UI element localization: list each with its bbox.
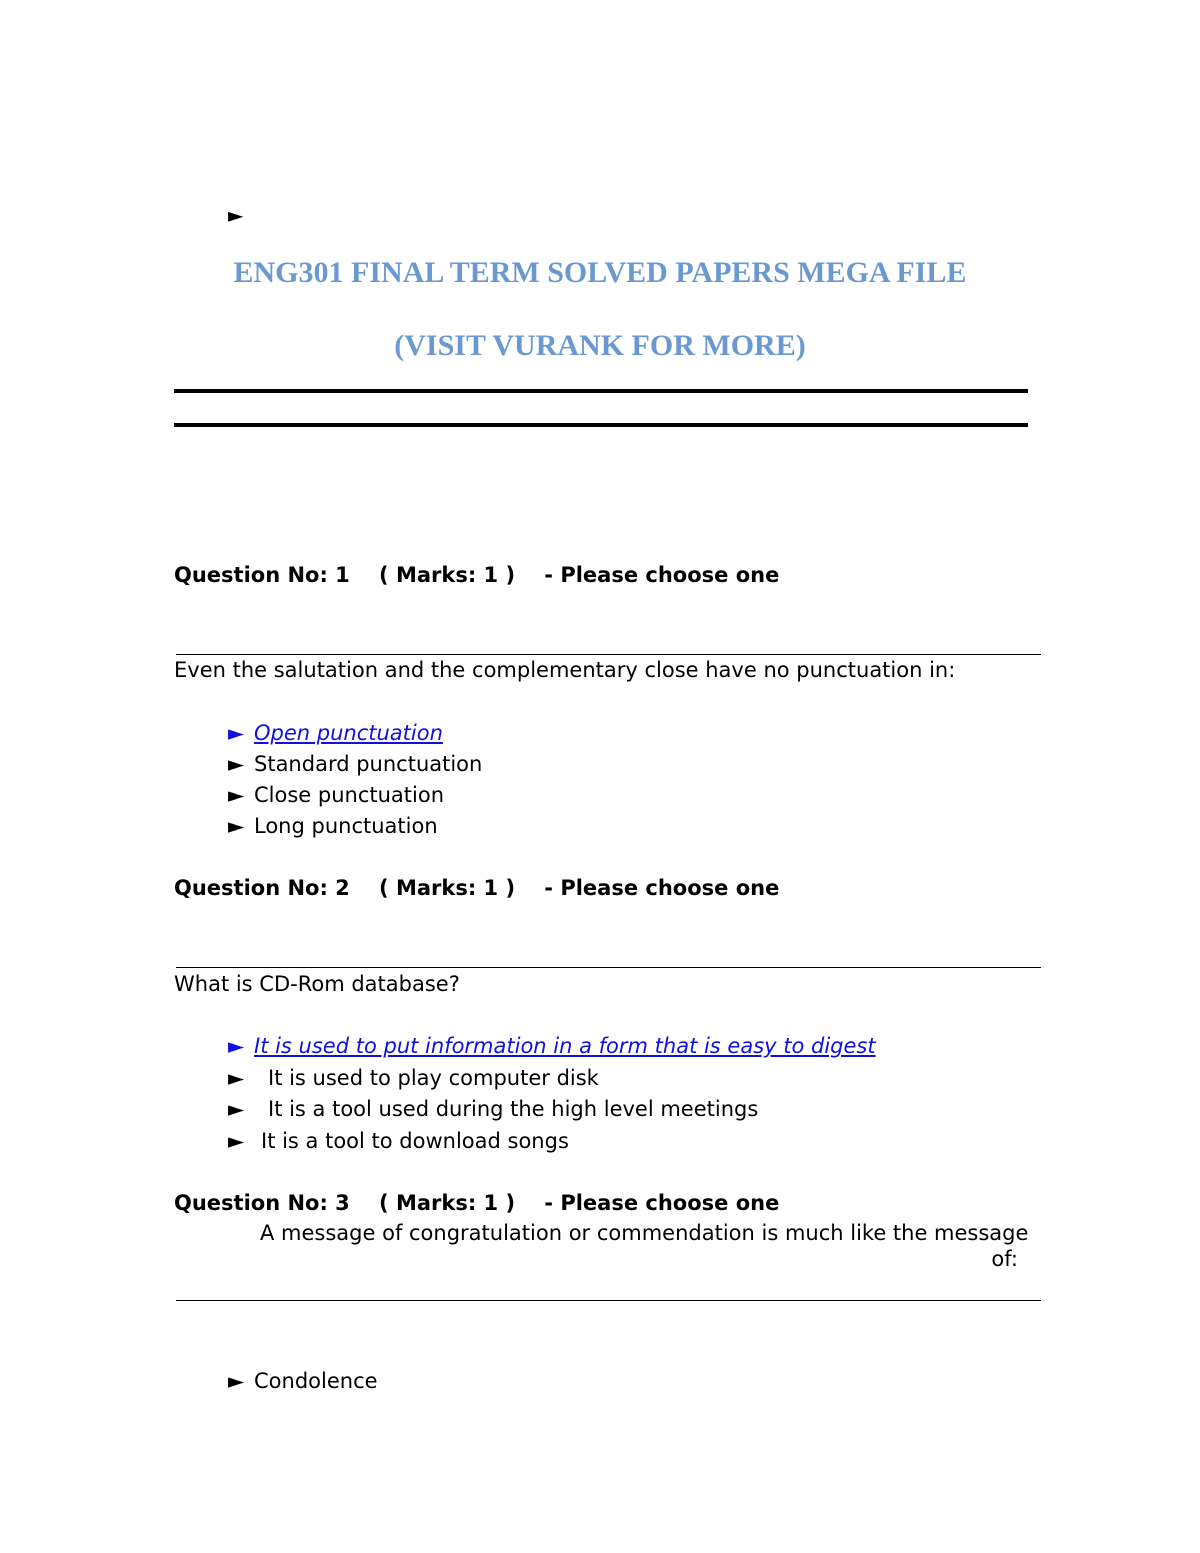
bullet-arrow-icon: ► [228,1034,245,1058]
question-1-option-correct[interactable] [174,721,449,745]
question-3-divider [176,1300,1041,1301]
document-subtitle: (VISIT VURANK FOR MORE) [394,329,806,362]
question-1-text: Even the salutation and the complementary close have no punctuation in: [174,658,956,682]
option-label: It is a tool used during the high level meetings [268,1097,759,1121]
question-3-heading: Question No: 3 ( Marks: 1 ) - Please choose one [174,1191,780,1215]
question-3-option[interactable] [228,1369,378,1393]
option-label: Long punctuation [254,814,438,838]
question-1-option[interactable] [228,783,444,807]
header-rule-top [174,389,1028,393]
question-1-option[interactable] [228,752,482,776]
header-rule-bottom [174,423,1028,427]
question-2-option-correct[interactable] [174,1034,884,1058]
question-2-divider [176,967,1041,968]
option-label: Close punctuation [254,783,445,807]
bullet-arrow-icon: ► [228,1066,245,1090]
option-label: Condolence [254,1369,378,1393]
question-3-text-continued: of: [991,1247,1018,1271]
question-3-text: A message of congratulation or commendation is much like the message [260,1221,1029,1245]
bullet-arrow-icon: ► [228,721,245,745]
question-2-option[interactable] [228,1066,599,1090]
option-label: It is a tool to download songs [261,1129,569,1153]
question-1-divider [176,654,1041,655]
bullet-arrow-icon: ► [228,752,245,776]
question-1-heading: Question No: 1 ( Marks: 1 ) - Please choose one [174,563,780,587]
option-label: It is used to play computer disk [268,1066,599,1090]
bullet-arrow-icon: ► [228,814,245,838]
bullet-arrow-icon: ► [228,783,245,807]
question-1-option[interactable] [228,814,438,838]
question-2-text: What is CD-Rom database? [174,972,460,996]
option-label: Standard punctuation [254,752,483,776]
header-marker: ► [228,203,244,227]
option-label: Open punctuation [254,721,443,745]
bullet-arrow-icon: ► [228,1097,245,1121]
question-2-option[interactable] [228,1097,758,1121]
question-2-heading: Question No: 2 ( Marks: 1 ) - Please choose one [174,876,780,900]
bullet-arrow-icon: ► [228,1129,245,1153]
question-2-option[interactable] [228,1129,569,1153]
document-title: ENG301 FINAL TERM SOLVED PAPERS MEGA FILE [233,256,967,289]
option-label: It is used to put information in a form that is easy to digest [254,1034,876,1058]
bullet-arrow-icon: ► [228,1369,245,1393]
